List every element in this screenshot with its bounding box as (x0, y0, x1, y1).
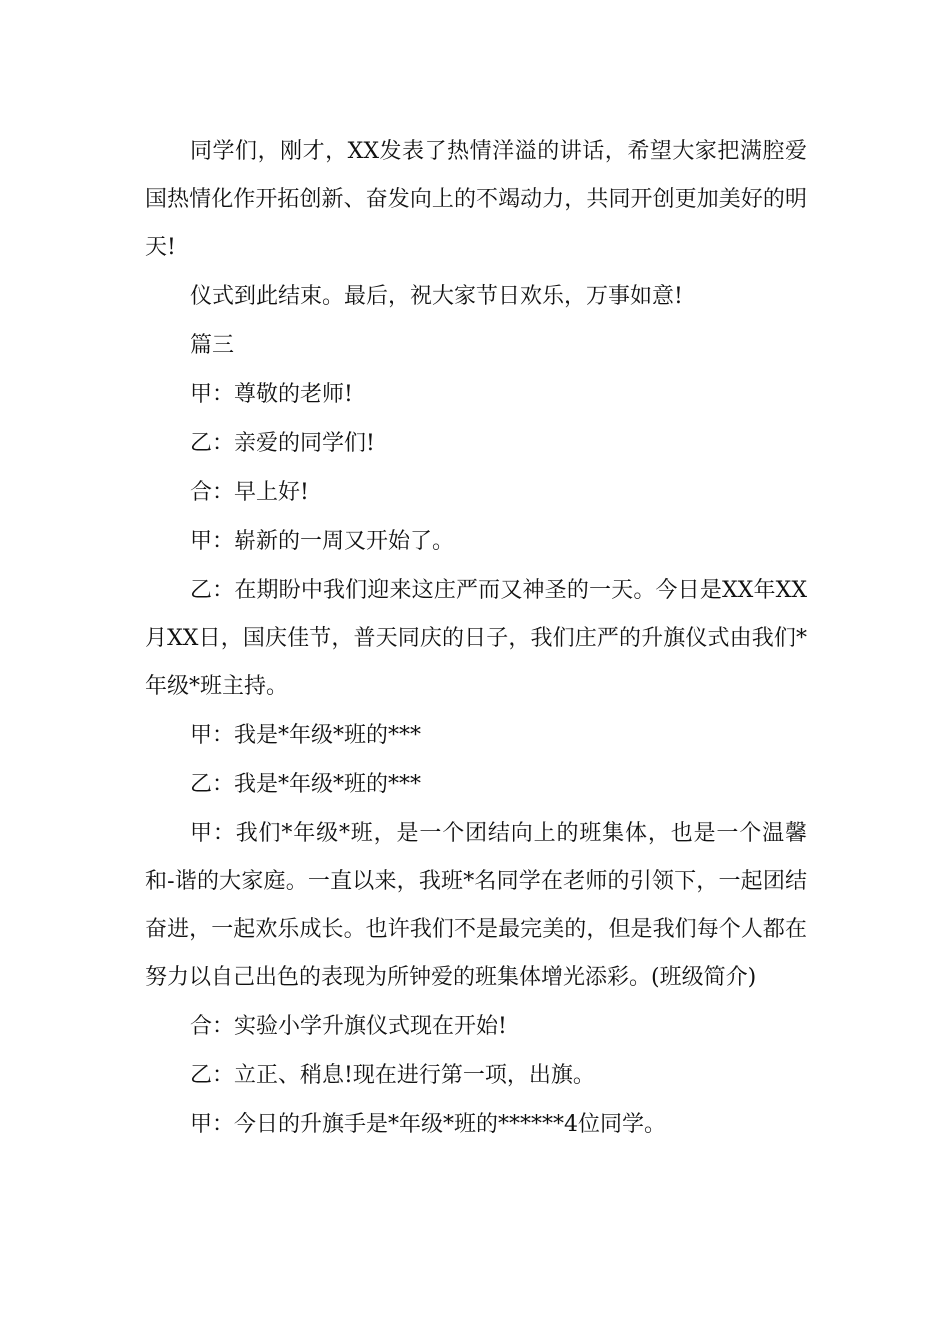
dialogue-line: 乙：在期盼中我们迎来这庄严而又神圣的一天。今日是XX年XX月XX日，国庆佳节，普天同庆的日子，我们庄严的升旗仪式由我们*年级*班主持。 (145, 578, 807, 699)
dialogue-line: 合：实验小学升旗仪式现在开始! (190, 1014, 507, 1039)
dialogue-line: 甲：今日的升旗手是*年级*班的******4位同学。 (190, 1112, 666, 1137)
dialogue-line: 乙：立正、稍息!现在进行第一项，出旗。 (190, 1063, 595, 1088)
section-heading: 篇三 (190, 333, 235, 358)
paragraph: 同学们，刚才，XX发表了热情洋溢的讲话，希望大家把满腔爱国热情化作开拓创新、奋发向上的不竭动力，共同开创更加美好的明天! (145, 139, 807, 260)
document-body (145, 128, 807, 1150)
dialogue-line: 甲：尊敬的老师! (190, 382, 353, 407)
paragraph: 仪式到此结束。最后，祝大家节日欢乐，万事如意! (190, 284, 683, 309)
dialogue-line: 甲：崭新的一周又开始了。 (190, 529, 455, 554)
dialogue-line: 合：早上好! (190, 480, 309, 505)
dialogue-line: 乙：亲爱的同学们! (190, 431, 375, 456)
dialogue-line: 乙：我是*年级*班的*** (190, 772, 422, 797)
dialogue-line: 甲：我们*年级*班，是一个团结向上的班集体，也是一个温馨和-谐的大家庭。一直以来，我班*名同学在老师的引领下，一起团结奋进，一起欢乐成长。也许我们不是最完美的，但是我们每个人都在努力以自己出色的表现为所钟爱的班集体增光添彩。(班级简介) (145, 821, 807, 990)
dialogue-line: 甲：我是*年级*班的*** (190, 723, 422, 748)
